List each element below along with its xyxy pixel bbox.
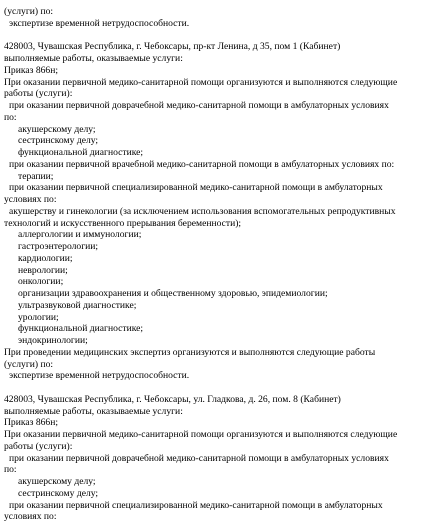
document-line: аллергологии и иммунологии; [18,229,142,241]
document-line: урологии; [18,311,59,323]
document-line: условиях по: [4,194,57,205]
document-line: работы (услуги): [4,440,73,452]
document-line: (услуги) по: [4,6,54,17]
document-line: При оказании первичной медико-санитарной помощи организуются и выполняются следующие [4,429,398,440]
document-line: выполняемые работы, оказываемые услуги: [4,53,183,64]
document-line: акушерскому делу; [18,123,96,135]
document-line: терапии; [18,170,54,182]
document-line: гастроэнтерологии; [18,241,99,252]
document-line: кардиологии; [18,252,73,264]
document-line: 428003, Чувашская Республика, г. Чебоксары, пр-кт Ленина, д 35, пом 1 (Кабинет) [4,41,341,53]
document-line: акушерству и гинекологии (за исключением использования вспомогательных репродуктивных [9,205,396,217]
document-line: при оказании первичной специализированной медико-санитарной помощи в амбулаторных [9,182,383,194]
document-line: экспертизе временной нетрудоспособности. [9,17,190,29]
document-line: технологий и искусственного прерывания беременности); [4,217,242,229]
document-line: 428003, Чувашская Республика, г. Чебоксары, ул. Гладкова, д. 26, пом. 8 (Кабинет) [4,393,341,405]
document-line: (услуги) по: [4,358,54,370]
document-line: организации здравоохранения и общественному здоровью, эпидемиологии; [18,288,328,299]
document-line: работы (услуги): [4,88,73,100]
document-line: Приказ 866н; [4,417,59,429]
document-line: по: [4,464,17,476]
document-line: эндокринологии; [18,335,88,346]
document-line: Приказ 866н; [4,64,59,76]
document-line: условиях по: [4,511,57,523]
document-line: при оказании первичной специализированной медико-санитарной помощи в амбулаторных [9,499,383,511]
document-line: функциональной диагностике; [18,323,144,335]
document-line: ультразвуковой диагностике; [18,299,137,311]
document-line: функциональной диагностике; [18,147,144,158]
document-line: при оказании первичной врачебной медико-санитарной помощи в амбулаторных условиях по: [9,158,395,170]
document-line: При проведении медицинских экспертиз организуются и выполняются следующие работы [4,346,376,358]
document-line: сестринскому делу; [18,135,99,147]
document-line: акушерскому делу; [18,476,96,487]
document-line: при оказании первичной доврачебной медико-санитарной помощи в амбулаторных условиях [9,100,389,111]
document-line: экспертизе временной нетрудоспособности. [9,370,190,382]
document-line: неврологии; [18,264,68,276]
document-line: выполняемые работы, оказываемые услуги: [4,405,183,417]
document-line: по: [4,111,17,123]
document-line: онкологии; [18,276,64,288]
document-line: При оказании первичной медико-санитарной помощи организуются и выполняются следующие [4,76,398,88]
document-line: при оказании первичной доврачебной медико-санитарной помощи в амбулаторных условиях [9,452,389,464]
document-line: сестринскому делу; [18,487,99,499]
